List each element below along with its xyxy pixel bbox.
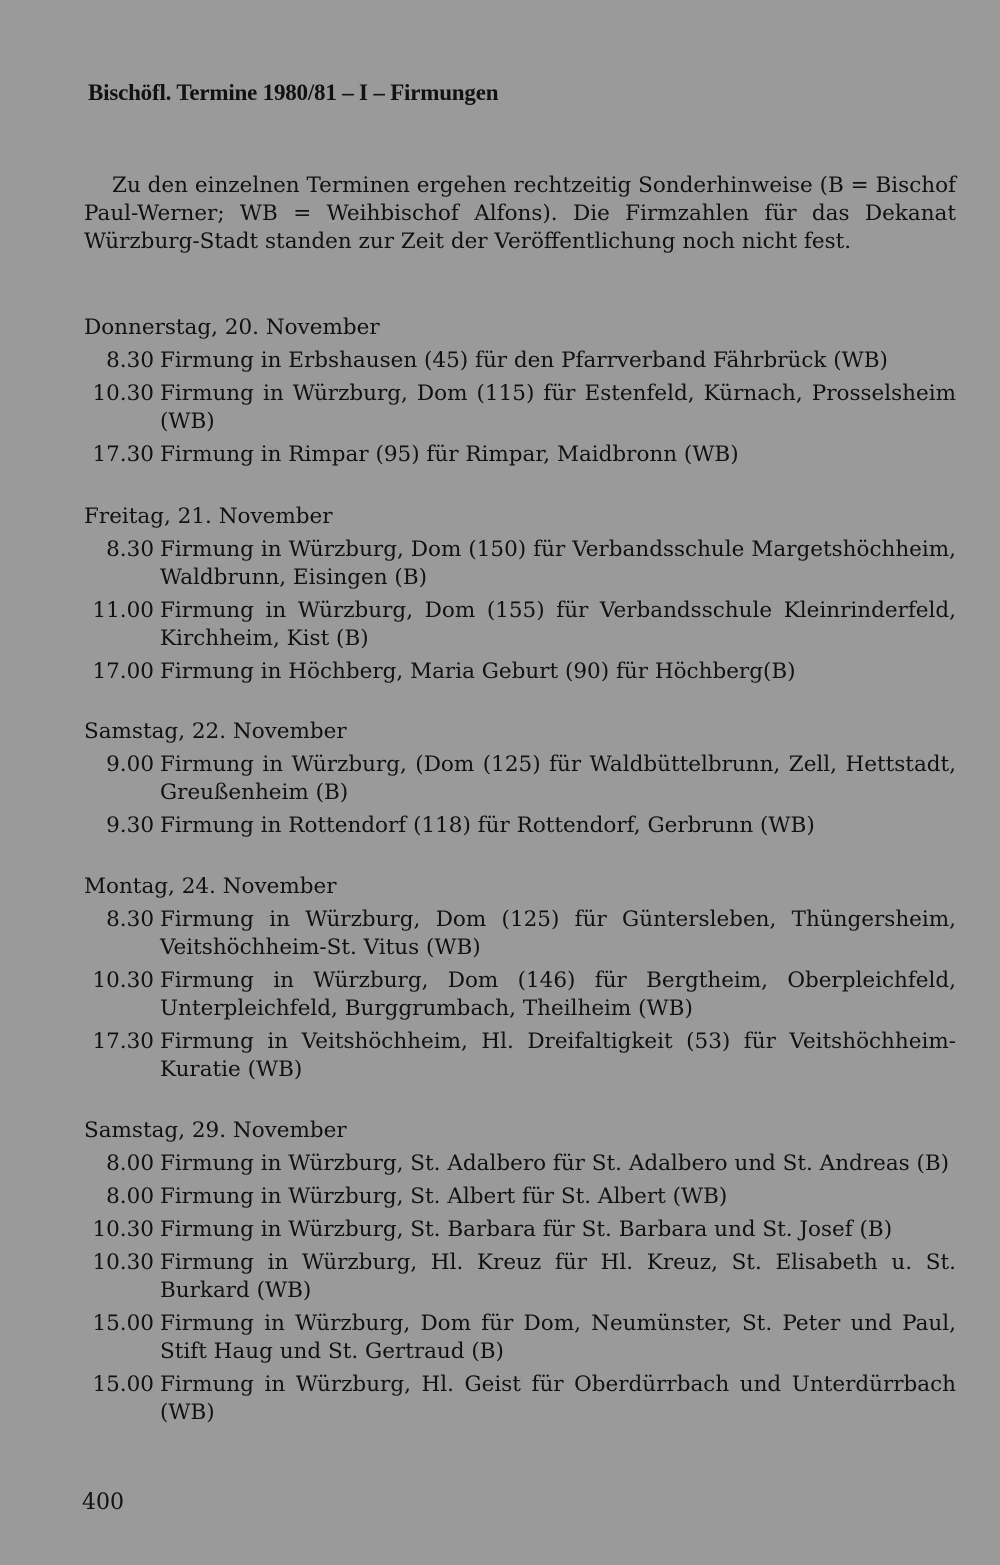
entry-text: Firmung in Würzburg, Dom (146) für Bergtheim, Oberpleichfeld, Unterpleichfeld, Burggrumbach, Theilheim (WB) [160,968,956,1021]
page-number: 400 [82,1490,124,1515]
schedule-entry [84,380,956,436]
schedule-entry [84,1216,956,1244]
entry-text: Firmung in Würzburg, Dom für Dom, Neumünster, St. Peter und Paul, Stift Haug und St. Gertraud (B) [160,1311,956,1364]
schedule-entry [84,441,956,469]
intro-paragraph: Zu den einzelnen Terminen ergehen rechtzeitig Sonderhinweise (B = Bischof Paul-Werner; WB = Weihbischof Alfons). Die Firmzahlen für das Dekanat Würzburg-Stadt standen zur Zeit der Veröffentlichung noch nicht fest. [84,173,956,254]
entry-text: Firmung in Würzburg, St. Albert für St. Albert (WB) [160,1184,728,1209]
day-section-4 [84,1116,956,1432]
entry-text: Firmung in Höchberg, Maria Geburt (90) für Höchberg(B) [160,659,796,684]
schedule-entry [84,597,956,653]
day-title: Samstag, 29. November [84,1118,347,1143]
day-section-3 [84,872,956,1089]
entry-time: 11.00 [92,598,154,623]
entry-time: 8.00 [106,1151,154,1176]
day-section-2 [84,717,956,845]
entry-time: 8.30 [106,907,154,932]
entry-text: Firmung in Würzburg, Dom (150) für Verbandsschule Margetshöchheim, Waldbrunn, Eisingen (B) [160,537,956,590]
entry-time: 9.00 [106,752,154,777]
entry-time: 10.30 [92,1250,154,1275]
schedule-entry [84,967,956,1023]
day-title: Donnerstag, 20. November [84,315,380,340]
entry-time: 17.30 [92,442,154,467]
day-section-0 [84,313,956,474]
entry-time: 10.30 [92,968,154,993]
schedule-entry [84,1183,956,1211]
day-section-1 [84,502,956,691]
entry-time: 17.00 [92,659,154,684]
schedule-entry [84,751,956,807]
day-title: Montag, 24. November [84,874,337,899]
entry-text: Firmung in Würzburg, Dom (115) für Estenfeld, Kürnach, Prosselsheim (WB) [160,381,956,434]
entry-text: Firmung in Würzburg, Hl. Kreuz für Hl. Kreuz, St. Elisabeth u. St. Burkard (WB) [160,1250,956,1303]
entry-time: 8.30 [106,537,154,562]
schedule-entry [84,1310,956,1366]
entry-text: Firmung in Rimpar (95) für Rimpar, Maidbronn (WB) [160,442,739,467]
entry-text: Firmung in Würzburg, Hl. Geist für Oberdürrbach und Unterdürrbach (WB) [160,1372,956,1425]
schedule-entry [84,906,956,962]
schedule-entry [84,536,956,592]
entry-text: Firmung in Würzburg, St. Barbara für St. Barbara und St. Josef (B) [160,1217,893,1242]
entry-time: 10.30 [92,381,154,406]
entry-text: Firmung in Erbshausen (45) für den Pfarrverband Fährbrück (WB) [160,348,888,373]
schedule-entry [84,812,956,840]
entry-time: 15.00 [92,1372,154,1397]
entry-text: Firmung in Rottendorf (118) für Rottendorf, Gerbrunn (WB) [160,813,815,838]
entry-time: 9.30 [106,813,154,838]
day-title: Samstag, 22. November [84,719,347,744]
entry-text: Firmung in Würzburg, Dom (155) für Verbandsschule Kleinrinderfeld, Kirchheim, Kist (B) [160,598,956,651]
schedule-entry [84,1371,956,1427]
entry-time: 8.00 [106,1184,154,1209]
entry-time: 10.30 [92,1217,154,1242]
schedule-entry [84,1249,956,1305]
entry-time: 15.00 [92,1311,154,1336]
entry-time: 8.30 [106,348,154,373]
entry-text: Firmung in Würzburg, (Dom (125) für Waldbüttelbrunn, Zell, Hettstadt, Greußenheim (B) [160,752,956,805]
schedule-entry [84,347,956,375]
page-heading: Bischöfl. Termine 1980/81 – I – Firmungen [88,80,499,105]
entry-text: Firmung in Würzburg, Dom (125) für Güntersleben, Thüngersheim, Veitshöchheim-St. Vitus (WB) [160,907,956,960]
entry-time: 17.30 [92,1029,154,1054]
schedule-entry [84,1028,956,1084]
schedule-entry [84,658,956,686]
schedule-entry [84,1150,956,1178]
day-title: Freitag, 21. November [84,504,333,529]
entry-text: Firmung in Würzburg, St. Adalbero für St. Adalbero und St. Andreas (B) [160,1151,950,1176]
entry-text: Firmung in Veitshöchheim, Hl. Dreifaltigkeit (53) für Veitshöchheim-Kuratie (WB) [160,1029,956,1082]
